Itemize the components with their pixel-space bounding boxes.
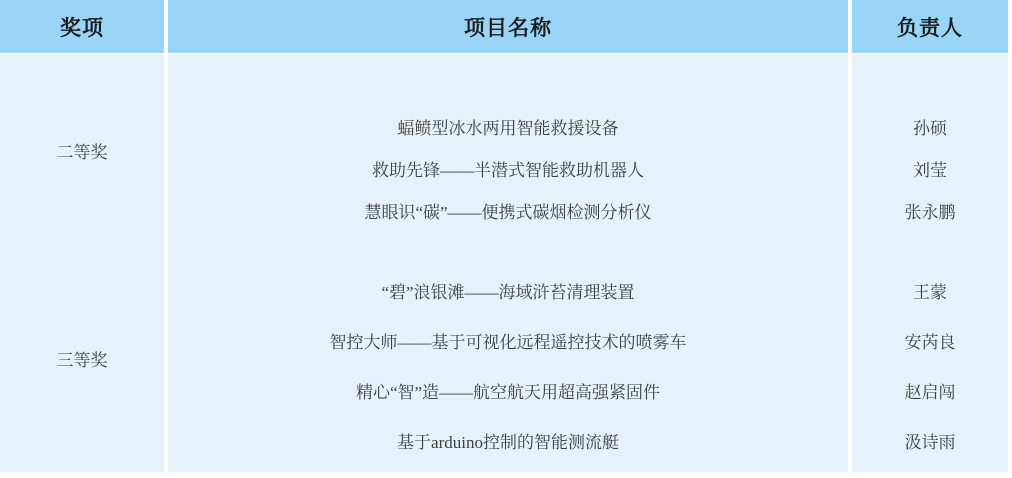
project-name: 救助先锋——半潜式智能救助机器人 (372, 160, 644, 180)
project-name: 智控大师——基于可视化远程遥控技术的喷雾车 (329, 332, 687, 352)
leader-name: 汲诗雨 (904, 432, 956, 452)
leader-name-list (852, 245, 1008, 472)
project-name: 基于arduino控制的智能测流艇 (397, 432, 619, 452)
leader-name: 孙硕 (913, 118, 947, 138)
award-label: 三等奖 (0, 245, 164, 472)
leader-name-list (852, 55, 1008, 245)
award-label: 二等奖 (0, 55, 164, 245)
header-award: 奖项 (0, 0, 164, 53)
table-header-row (0, 0, 1008, 53)
project-name-list (168, 245, 848, 472)
header-project-name: 项目名称 (168, 0, 848, 53)
table-row-second-prize (0, 55, 1008, 245)
project-name: 精心“智”造——航空航天用超高强紧固件 (355, 382, 661, 402)
project-name: 蝠鲼型冰水两用智能救援设备 (397, 118, 619, 138)
project-name: 慧眼识“碳”——便携式碳烟检测分析仪 (364, 202, 652, 222)
leader-name: 安芮良 (904, 332, 956, 352)
header-leader: 负责人 (852, 0, 1008, 53)
project-name-list (168, 55, 848, 245)
leader-name: 王蒙 (913, 282, 947, 302)
leader-name: 赵启闯 (904, 382, 956, 402)
leader-name: 张永鹏 (904, 202, 956, 222)
table-row-third-prize (0, 245, 1008, 472)
project-name: “碧”浪银滩——海域浒苔清理装置 (381, 282, 635, 302)
leader-name: 刘莹 (913, 160, 947, 180)
